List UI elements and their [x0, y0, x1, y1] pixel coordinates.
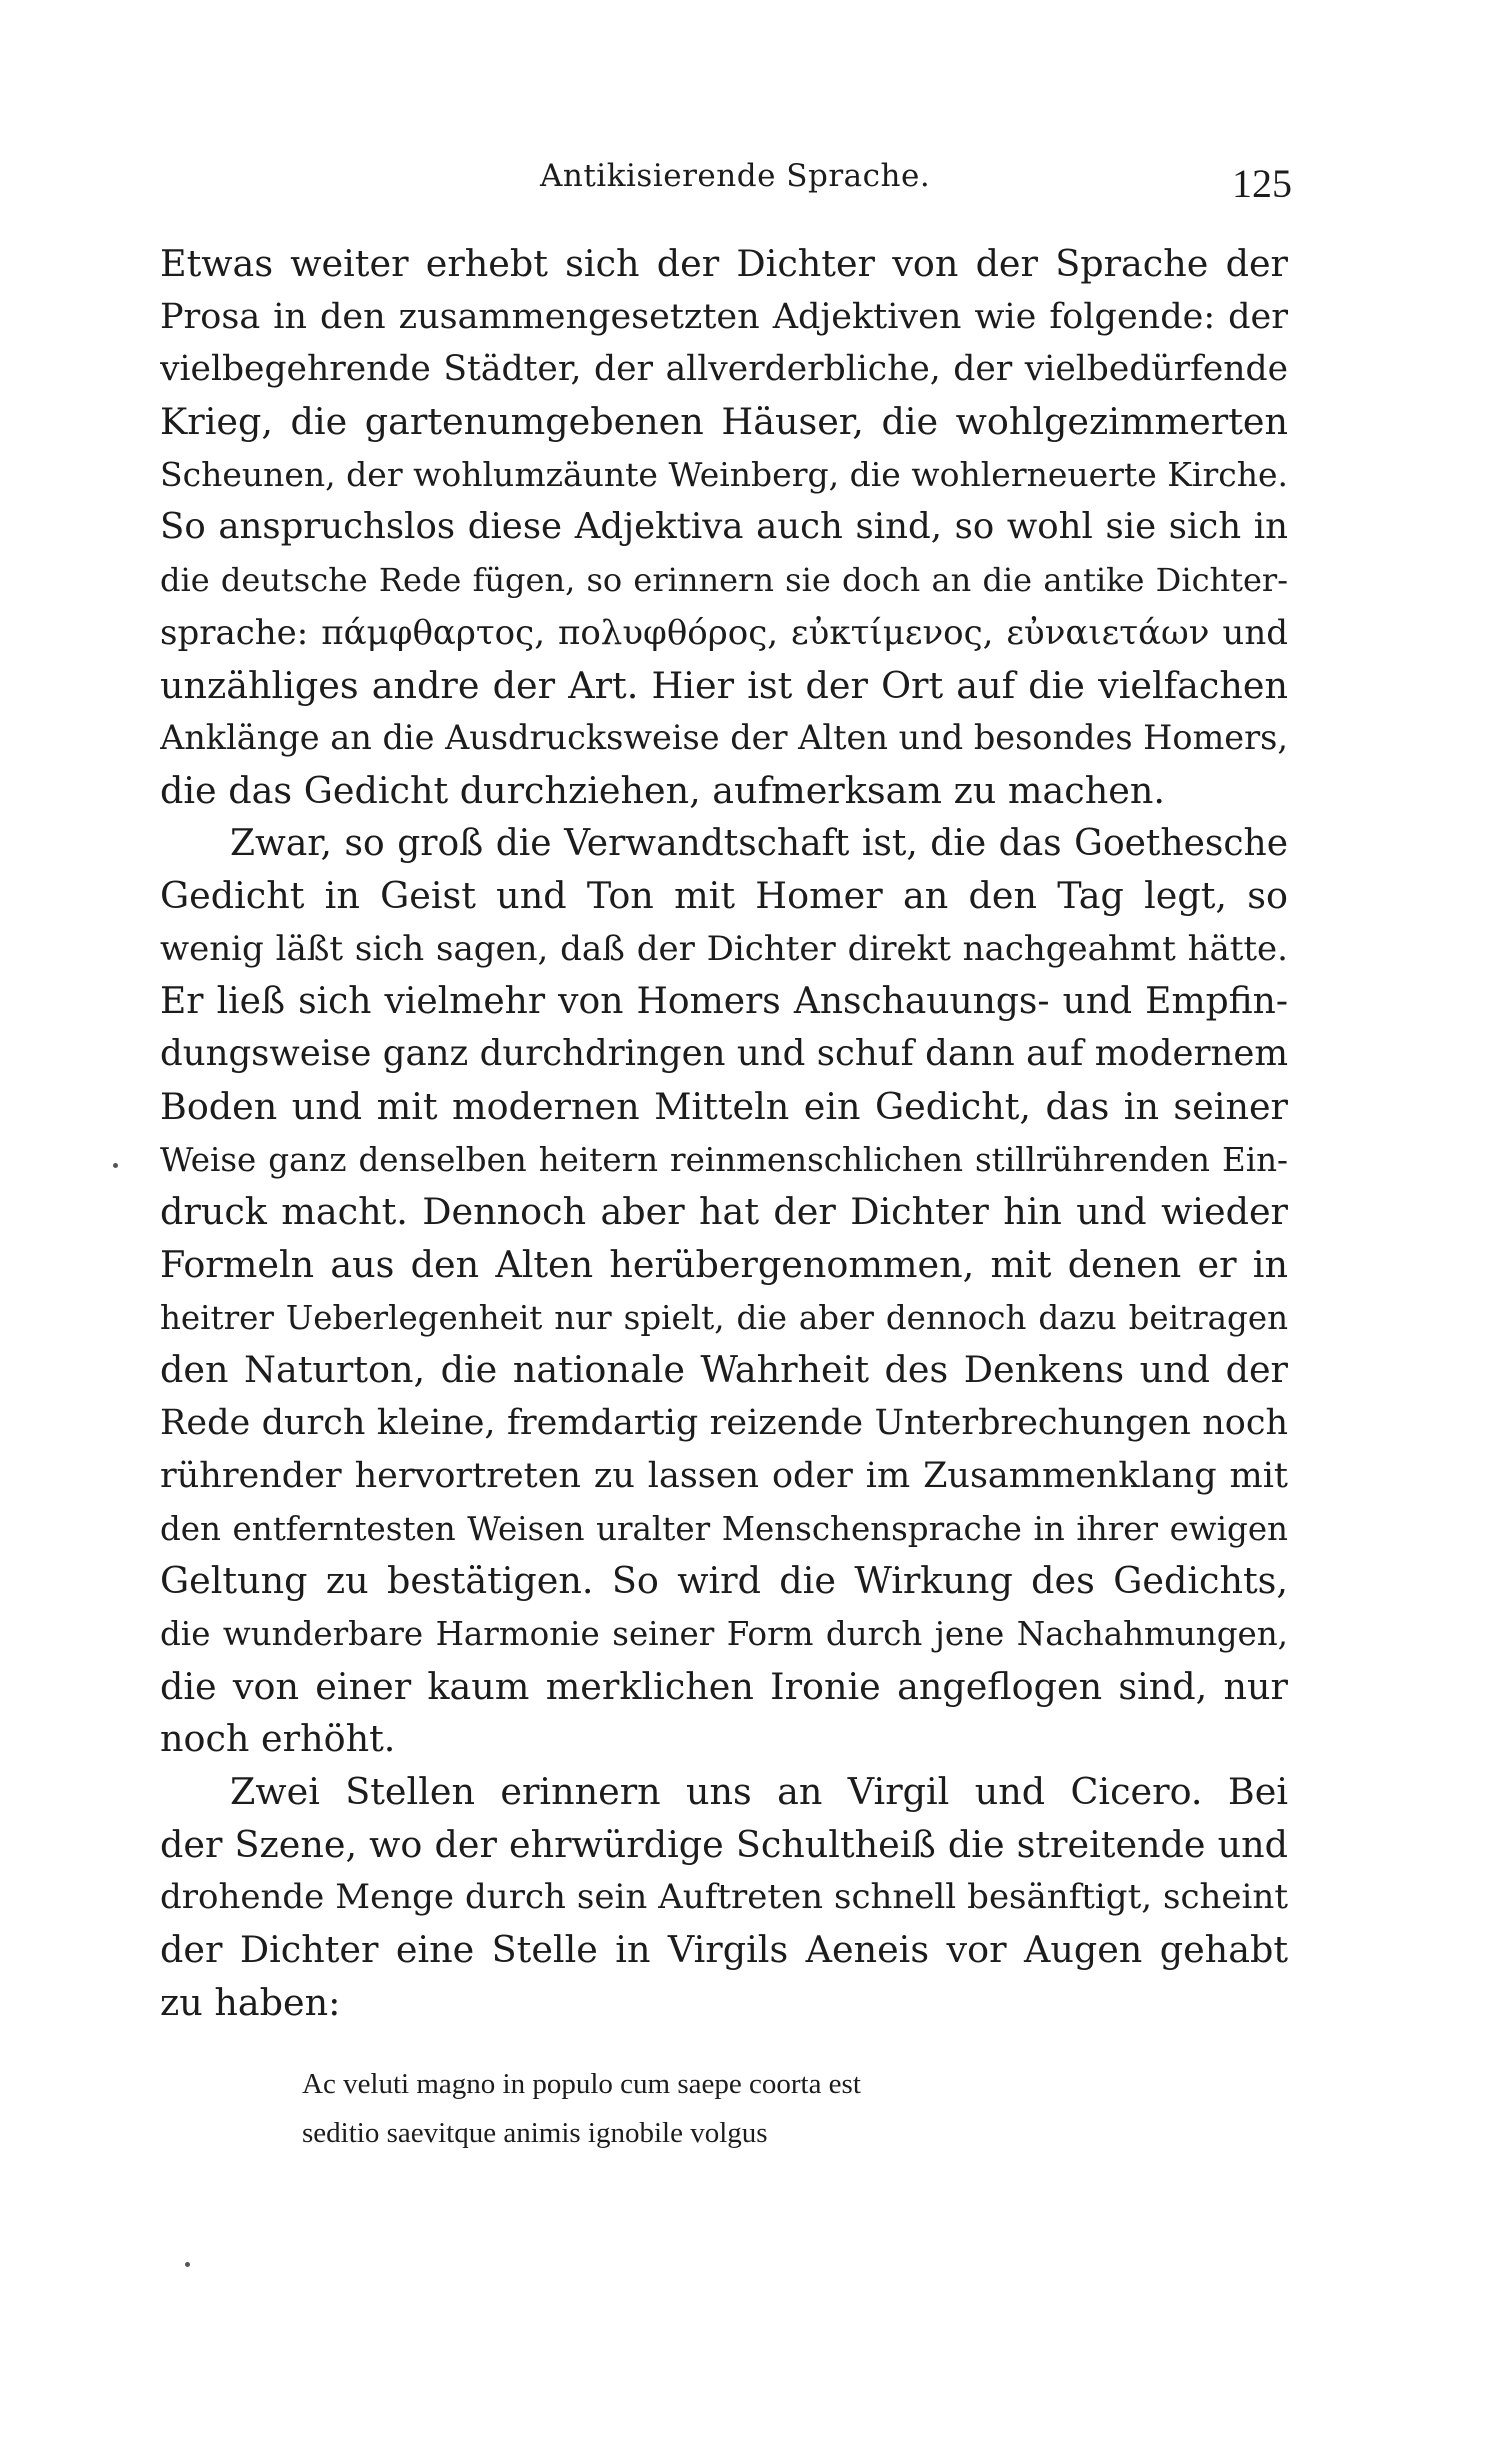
text-line: drohende Menge durch sein Auftreten schnell besänftigt, scheint [160, 1877, 1288, 1918]
body-text [160, 238, 1288, 2029]
text-line: Scheunen, der wohlumzäunte Weinberg, die wohlerneuerte Kirche. [160, 454, 1288, 494]
quote-line: Ac veluti magno in populo cum saepe coorta est [302, 2068, 861, 2100]
text-line: zu haben: [160, 1980, 341, 2024]
text-line: Er ließ sich vielmehr von Homers Anschauungs- und Empfin- [160, 980, 1288, 1022]
text-line: wenig läßt sich sagen, daß der Dichter direkt nachgeahmt hätte. [160, 928, 1288, 969]
text-line: der Szene, wo der ehrwürdige Schultheiß die streitende und [160, 1822, 1288, 1866]
text-line: Prosa in den zusammengesetzten Adjektiven wie folgende: der [160, 296, 1288, 337]
text-line: Anklänge an die Ausdrucksweise der Alten und besondes Homers, [160, 718, 1288, 758]
paragraph-start: Zwei Stellen erinnern uns an Virgil und Cicero. Bei [230, 1769, 1288, 1813]
text-line: Etwas weiter erhebt sich der Dichter von der Sprache der [160, 242, 1288, 285]
text-line: Rede durch kleine, fremdartig reizende Unterbrechungen noch [160, 1403, 1288, 1444]
text-line: die von einer kaum merklichen Ironie angeflogen sind, nur [160, 1664, 1288, 1708]
text-line: So anspruchslos diese Adjektiva auch sind, so wohl sie sich in [160, 506, 1288, 548]
text-line: Formeln aus den Alten herübergenommen, mit denen er in [160, 1243, 1288, 1287]
text-line: Weise ganz denselben heitern reinmenschlichen stillrührenden Ein- [160, 1140, 1288, 1179]
text-line: die das Gedicht durchziehen, aufmerksam zu machen. [160, 768, 1165, 812]
quote-line: seditio saevitque animis ignobile volgus [302, 2117, 768, 2149]
text-line: Gedicht in Geist und Ton mit Homer an den Tag legt, so [160, 874, 1288, 918]
text-line: der Dichter eine Stelle in Virgils Aeneis vor Augen gehabt [160, 1928, 1288, 1971]
text-line: Boden und mit modernen Mitteln ein Gedicht, das in seiner [160, 1085, 1288, 1128]
text-line: rührender hervortreten zu lassen oder im Zusammenklang mit [160, 1455, 1288, 1496]
text-line: die deutsche Rede fügen, so erinnern sie doch an die antike Dichter- [160, 561, 1288, 600]
text-line-greek: sprache: πάμφθαρτος, πολυφθόρος, εὐκτίμενος, εὐναιετάων und [160, 612, 1288, 653]
latin-quotation [302, 2060, 1202, 2158]
text-line: Geltung zu bestätigen. So wird die Wirkung des Gedichts, [160, 1559, 1288, 1603]
text-line: den entferntesten Weisen uralter Menschensprache in ihrer ewigen [160, 1509, 1288, 1548]
print-speck [113, 1163, 118, 1168]
text-line: noch erhöht. [160, 1717, 396, 1761]
running-title: Antikisierende Sprache. [540, 158, 931, 194]
text-line: dungsweise ganz durchdringen und schuf dann auf modernem [160, 1033, 1288, 1075]
paragraph-start: Zwar, so groß die Verwandtschaft ist, die das Goethesche [230, 822, 1288, 864]
text-line: unzähliges andre der Art. Hier ist der Ort auf die vielfachen [160, 663, 1288, 707]
text-line: druck macht. Dennoch aber hat der Dichter hin und wieder [160, 1190, 1288, 1234]
print-speck [185, 2262, 190, 2267]
text-line: heitrer Ueberlegenheit nur spielt, die aber dennoch dazu beitragen [160, 1298, 1288, 1337]
text-line: vielbegehrende Städter, der allverderbliche, der vielbedürfende [160, 349, 1288, 390]
text-line: den Naturton, die nationale Wahrheit des Denkens und der [160, 1348, 1288, 1392]
text-line: die wunderbare Harmonie seiner Form durch jene Nachahmungen, [160, 1614, 1288, 1653]
page-number: 125 [1232, 161, 1292, 206]
text-line: Krieg, die gartenumgebenen Häuser, die wohlgezimmerten [160, 400, 1288, 444]
